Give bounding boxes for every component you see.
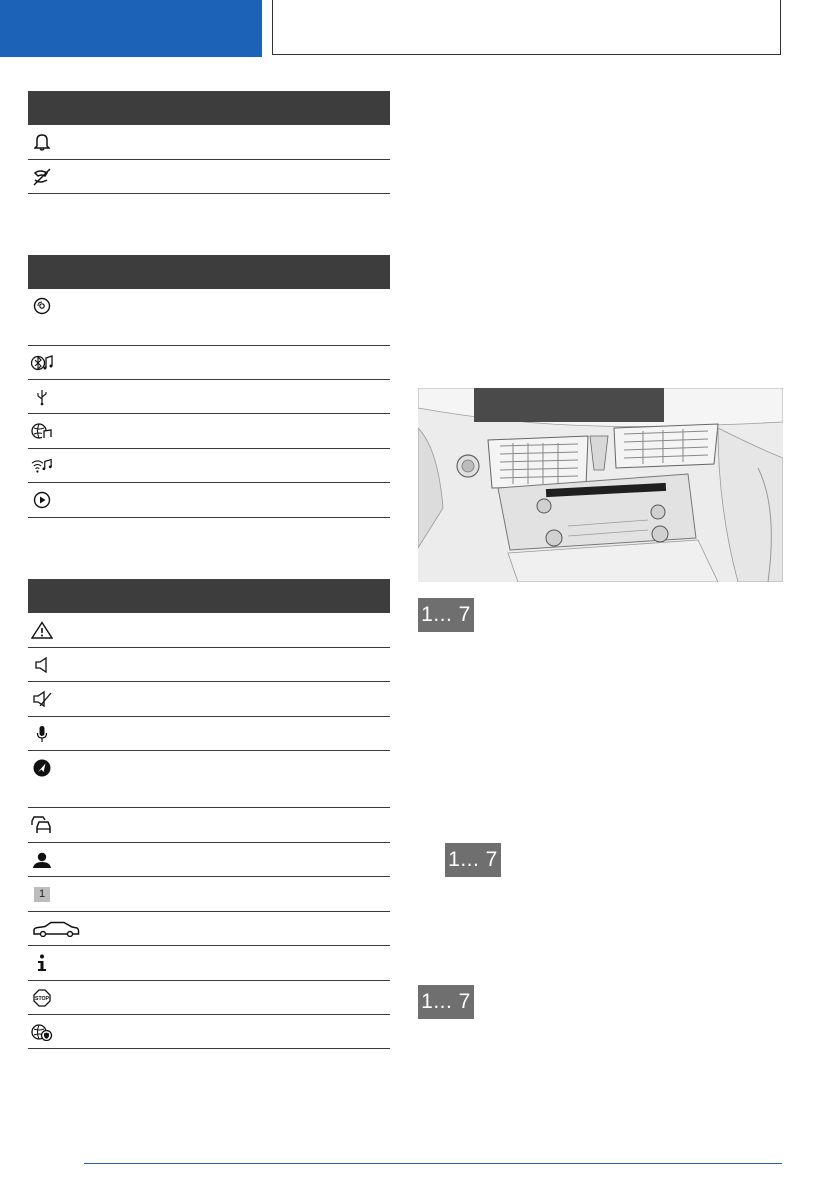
table-row (28, 289, 390, 346)
table-header (28, 91, 390, 125)
speaker-muted-icon (31, 689, 53, 709)
table-row (28, 981, 390, 1015)
table-row (28, 877, 390, 912)
table-row (28, 483, 390, 518)
number-badge: 1 (34, 887, 50, 902)
symbol-table-1 (28, 91, 390, 194)
person-icon (31, 850, 53, 870)
table-row (28, 843, 390, 877)
table-row (28, 346, 390, 380)
speaker-icon (31, 655, 53, 675)
number-box-icon (31, 884, 53, 904)
table-row (28, 449, 390, 483)
stop-sign-icon (31, 988, 53, 1008)
table-header (28, 255, 390, 289)
svg-text:STOP: STOP (34, 996, 50, 1003)
car-icon (31, 919, 81, 939)
table-row (28, 682, 390, 717)
warning-triangle-icon (31, 620, 53, 640)
wifi-music-icon (31, 456, 53, 476)
number-range-badge: 1... 7 (418, 985, 474, 1019)
bluetooth-audio-icon (31, 353, 53, 373)
number-range-badge: 1... 7 (445, 843, 501, 877)
table-row (28, 414, 390, 449)
globe-lock-icon (31, 1022, 53, 1042)
phone-off-icon (31, 167, 53, 187)
footer-rule (84, 1163, 782, 1164)
table-header (28, 579, 390, 613)
microphone-icon (31, 724, 53, 744)
table-row (28, 1015, 390, 1049)
table-row (28, 160, 390, 194)
table-row (28, 125, 390, 160)
table-row (28, 751, 390, 808)
symbol-table-3 (28, 579, 390, 1049)
table-row (28, 613, 390, 648)
usb-icon (31, 387, 53, 407)
online-music-icon (31, 421, 53, 441)
symbol-table-2 (28, 255, 390, 518)
table-row (28, 648, 390, 682)
play-icon (31, 490, 53, 510)
traffic-cars-icon (31, 815, 53, 835)
cd-icon (31, 296, 53, 316)
header-title-box (272, 0, 781, 55)
chapter-tab (0, 0, 262, 57)
table-row (28, 946, 390, 981)
table-row (28, 912, 390, 946)
info-icon (31, 953, 53, 973)
table-row (28, 808, 390, 843)
table-row (28, 380, 390, 414)
center-console-illustration (418, 388, 783, 582)
table-row (28, 717, 390, 751)
number-range-badge: 1... 7 (418, 598, 474, 632)
bell-icon (31, 132, 53, 152)
navigation-arrow-icon (31, 758, 53, 778)
